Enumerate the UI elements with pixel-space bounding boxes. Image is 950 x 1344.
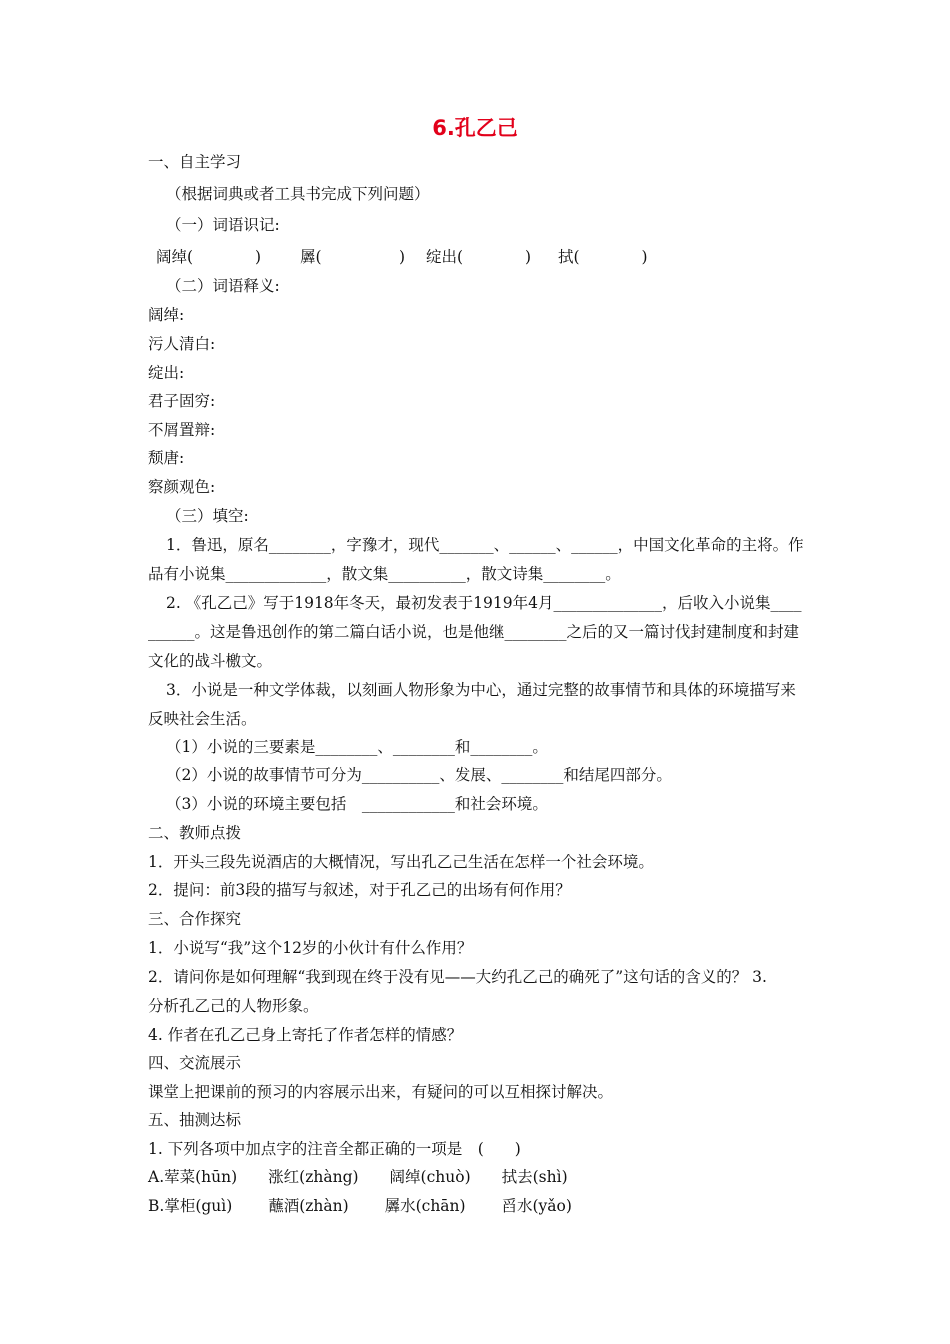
section-heading-4: 四、交流展示	[148, 1054, 242, 1072]
question-text: 2．请问你是如何理解“我到现在终于没有见——大约孔乙己的确死了”这句话的含义的？ 3.	[148, 968, 767, 986]
option-a: A.荤菜(hūn) 涨红(zhàng) 阔绰(chuò) 拭去(shì)	[148, 1168, 568, 1186]
question-text: 1．小说写“我”这个12岁的小伙计有什么作用？	[148, 939, 473, 957]
question-text: 1．开头三段先说酒店的大概情况，写出孔乙己生活在怎样一个社会环境。	[148, 853, 654, 871]
question-text: （2）小说的故事情节可分为__________、发展、________和结尾四部分。	[166, 766, 672, 784]
vocab-item: 羼( )	[300, 248, 406, 266]
vocab-row	[156, 247, 846, 267]
term-line: 不屑置辩:	[148, 421, 216, 439]
term-line: 污人清白:	[148, 335, 216, 353]
option-b: B.掌柜(guì) 蘸酒(zhàn) 羼水(chān) 舀水(yǎo)	[148, 1197, 572, 1215]
subsection-3: （三）填空:	[166, 507, 249, 525]
question-text: 3．小说是一种文学体裁，以刻画人物形象为中心，通过完整的故事情节和具体的环境描写来	[166, 681, 796, 699]
page-title: 6.孔乙己	[432, 116, 518, 140]
section-heading-2: 二、教师点拨	[148, 824, 242, 842]
question-text: 分析孔乙己的人物形象。	[148, 997, 319, 1015]
vocab-item: 绽出( )	[426, 248, 532, 266]
vocab-item: 拭( )	[558, 248, 648, 266]
question-text: 反映社会生活。	[148, 710, 257, 728]
section-heading-3: 三、合作探究	[148, 910, 242, 928]
question-text: 2．提问：前3段的描写与叙述，对于孔乙己的出场有何作用？	[148, 881, 571, 899]
question-text: 1．鲁迅，原名________，字豫才，现代_______、______、______，中国文化革命的主将。作	[166, 536, 804, 554]
term-line: 绽出:	[148, 364, 185, 382]
instruction-text: （根据词典或者工具书完成下列问题）	[166, 185, 430, 203]
subsection-1: （一）词语识记:	[166, 216, 280, 234]
question-text: （3）小说的环境主要包括 ____________和社会环境。	[166, 795, 548, 813]
vocab-item: 阔绰( )	[156, 248, 262, 266]
section-heading-5: 五、抽测达标	[148, 1111, 242, 1129]
question-text: （1）小说的三要素是________、________和________。	[166, 738, 548, 756]
term-line: 阔绰:	[148, 306, 185, 324]
question-text: 2. 《孔乙己》写于1918年冬天，最初发表于1919年4月______________，后收入小说集____	[166, 594, 802, 612]
section-heading-1: 一、自主学习	[148, 153, 242, 171]
question-text: 品有小说集_____________，散文集__________，散文诗集________。	[148, 565, 621, 583]
term-line: 君子固穷:	[148, 392, 216, 410]
question-text: 文化的战斗檄文。	[148, 652, 273, 670]
term-line: 颓唐:	[148, 449, 185, 467]
body-text: 课堂上把课前的预习的内容展示出来，有疑问的可以互相探讨解决。	[148, 1083, 614, 1101]
term-line: 察颜观色:	[148, 478, 216, 496]
question-text: 1. 下列各项中加点字的注音全都正确的一项是 ( )	[148, 1140, 521, 1158]
subsection-2: （二）词语释义:	[166, 277, 280, 295]
question-text: ______。这是鲁迅创作的第二篇白话小说，也是他继________之后的又一篇讨伐封建制度和封建	[148, 623, 800, 641]
question-text: 4. 作者在孔乙己身上寄托了作者怎样的情感？	[148, 1026, 463, 1044]
